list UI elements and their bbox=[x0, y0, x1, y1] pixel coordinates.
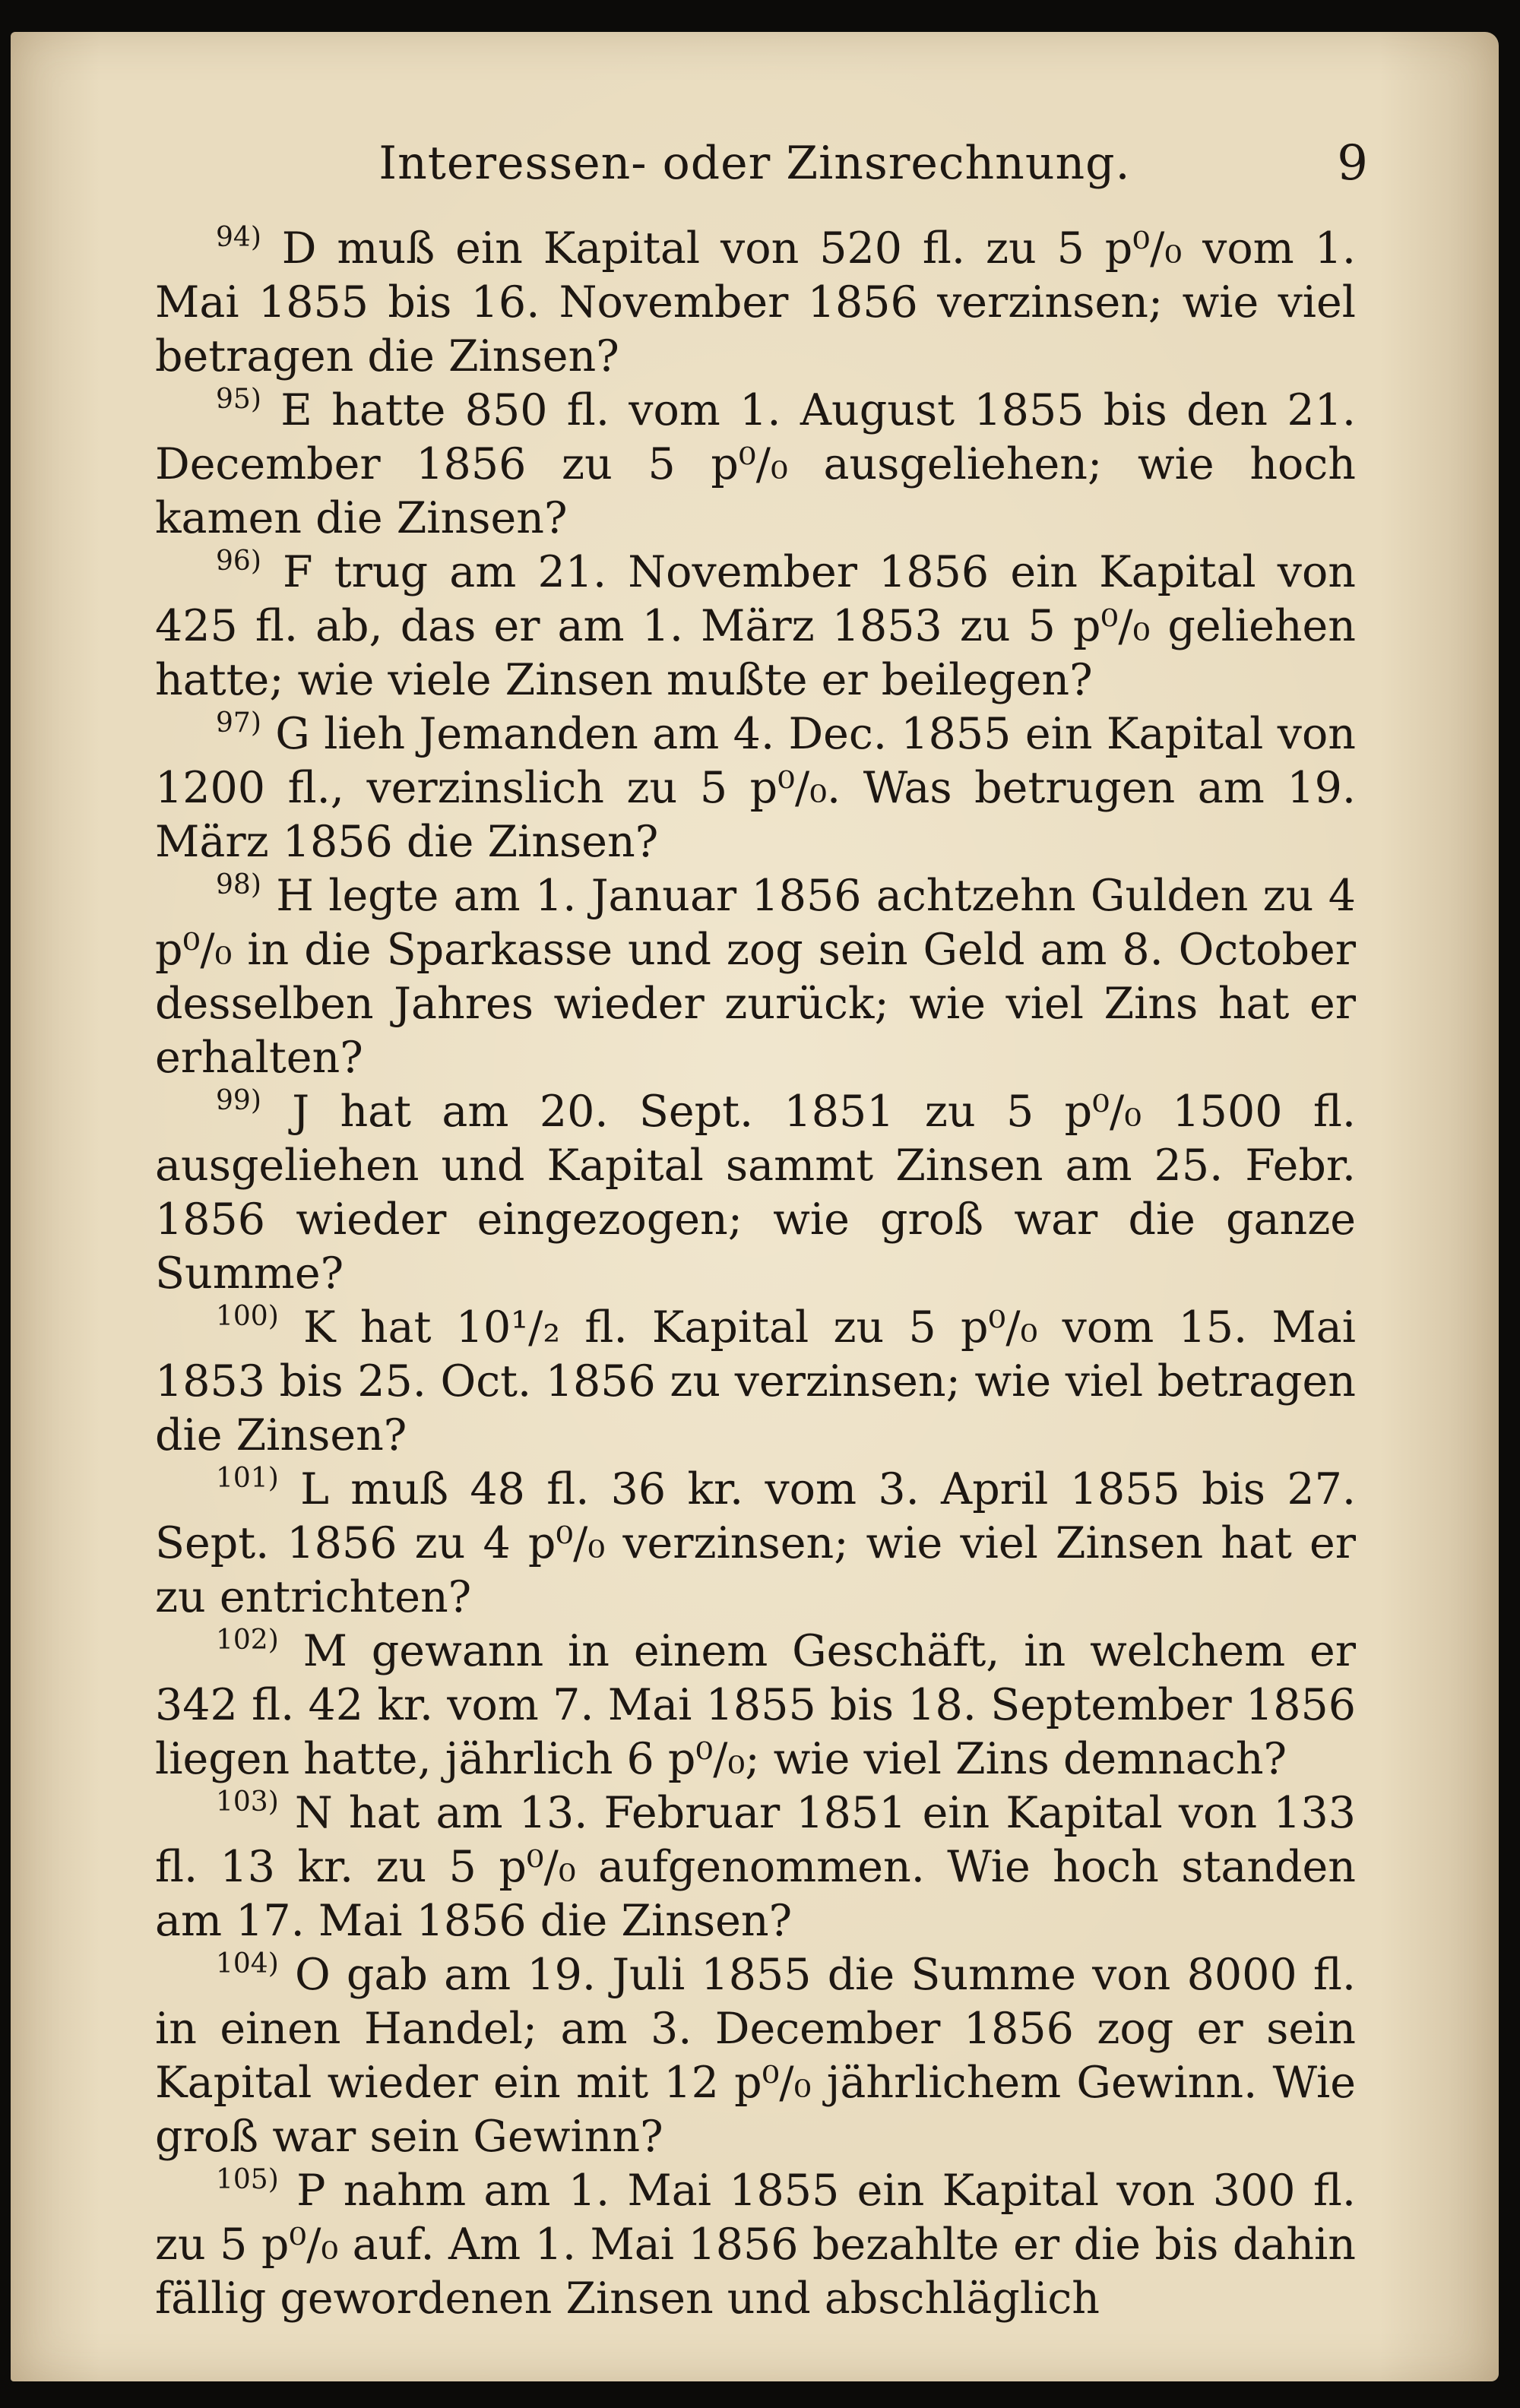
problem-text: E hatte 850 fl. vom 1. August 1855 bis den 21. December 1856 zu 5 p⁰/₀ ausgeliehen; wie hoch kamen die Zinsen? bbox=[155, 385, 1356, 543]
problem-text: N hat am 13. Februar 1851 ein Kapital von 133 fl. 13 kr. zu 5 p⁰/₀ aufgenommen. Wie hoch standen am 17. Mai 1856 die Zinsen? bbox=[155, 1788, 1356, 1946]
problem-text: L muß 48 fl. 36 kr. vom 3. April 1855 bis 27. Sept. 1856 zu 4 p⁰/₀ verzinsen; wie viel Zinsen hat er zu entrichten? bbox=[155, 1464, 1356, 1622]
problem-text: M gewann in einem Geschäft, in welchem er 342 fl. 42 kr. vom 7. Mai 1855 bis 18. September 1856 liegen hatte, jährlich 6 p⁰/₀; wie viel Zins demnach? bbox=[155, 1626, 1356, 1784]
problem-100 bbox=[155, 1301, 1356, 1463]
problem-text: H legte am 1. Januar 1856 achtzehn Gulden zu 4 p⁰/₀ in die Sparkasse und zog sein Geld am 8. October desselben Jahres wieder zurück; wie viel Zins hat er erhalten? bbox=[155, 871, 1356, 1083]
problem-99 bbox=[155, 1085, 1356, 1301]
problem-number: 94) bbox=[216, 222, 261, 253]
page-header bbox=[11, 129, 1499, 198]
problem-text: D muß ein Kapital von 520 fl. zu 5 p⁰/₀ vom 1. Mai 1855 bis 16. November 1856 verzinsen; wie viel betragen die Zinsen? bbox=[155, 223, 1356, 381]
problem-number: 95) bbox=[216, 384, 261, 415]
problem-96 bbox=[155, 546, 1356, 707]
problem-105 bbox=[155, 2164, 1356, 2326]
problem-number: 96) bbox=[216, 546, 261, 577]
problem-number: 104) bbox=[216, 1948, 279, 1979]
problem-103 bbox=[155, 1786, 1356, 1948]
problem-number: 98) bbox=[216, 869, 261, 900]
problem-text: P nahm am 1. Mai 1855 ein Kapital von 300 fl. zu 5 p⁰/₀ auf. Am 1. Mai 1856 bezahlte er die bis dahin fällig gewordenen Zinsen und abschläglich bbox=[155, 2166, 1356, 2324]
page-number: 9 bbox=[1337, 135, 1368, 191]
problem-number: 102) bbox=[216, 1625, 279, 1656]
problem-number: 105) bbox=[216, 2164, 279, 2195]
problem-98 bbox=[155, 869, 1356, 1085]
problem-101 bbox=[155, 1463, 1356, 1625]
problem-102 bbox=[155, 1625, 1356, 1786]
book-page bbox=[11, 32, 1499, 2381]
problem-95 bbox=[155, 384, 1356, 546]
problem-number: 103) bbox=[216, 1786, 279, 1818]
problem-text: F trug am 21. November 1856 ein Kapital von 425 fl. ab, das er am 1. März 1853 zu 5 p⁰/₀ geliehen hatte; wie viele Zinsen mußte er beilegen? bbox=[155, 547, 1356, 705]
problem-number: 99) bbox=[216, 1085, 261, 1116]
running-title: Interessen- oder Zinsrechnung. bbox=[378, 137, 1131, 190]
problem-number: 100) bbox=[216, 1301, 279, 1332]
problem-text: G lieh Jemanden am 4. Dec. 1855 ein Kapital von 1200 fl., verzinslich zu 5 p⁰/₀. Was betrugen am 19. März 1856 die Zinsen? bbox=[155, 709, 1356, 867]
problem-number: 101) bbox=[216, 1463, 279, 1494]
problem-104 bbox=[155, 1948, 1356, 2164]
problem-text: O gab am 19. Juli 1855 die Summe von 8000 fl. in einen Handel; am 3. December 1856 zog er sein Kapital wieder ein mit 12 p⁰/₀ jährlichem Gewinn. Wie groß war sein Gewinn? bbox=[155, 1950, 1356, 2162]
problem-97 bbox=[155, 707, 1356, 869]
problem-text: K hat 10¹/₂ fl. Kapital zu 5 p⁰/₀ vom 15. Mai 1853 bis 25. Oct. 1856 zu verzinsen; wie viel betragen die Zinsen? bbox=[155, 1302, 1356, 1460]
problem-text: J hat am 20. Sept. 1851 zu 5 p⁰/₀ 1500 fl. ausgeliehen und Kapital sammt Zinsen am 25. Febr. 1856 wieder eingezogen; wie groß war die ganze Summe? bbox=[155, 1087, 1356, 1299]
problem-94 bbox=[155, 222, 1356, 384]
problem-number: 97) bbox=[216, 707, 261, 739]
problem-list bbox=[155, 222, 1356, 2326]
